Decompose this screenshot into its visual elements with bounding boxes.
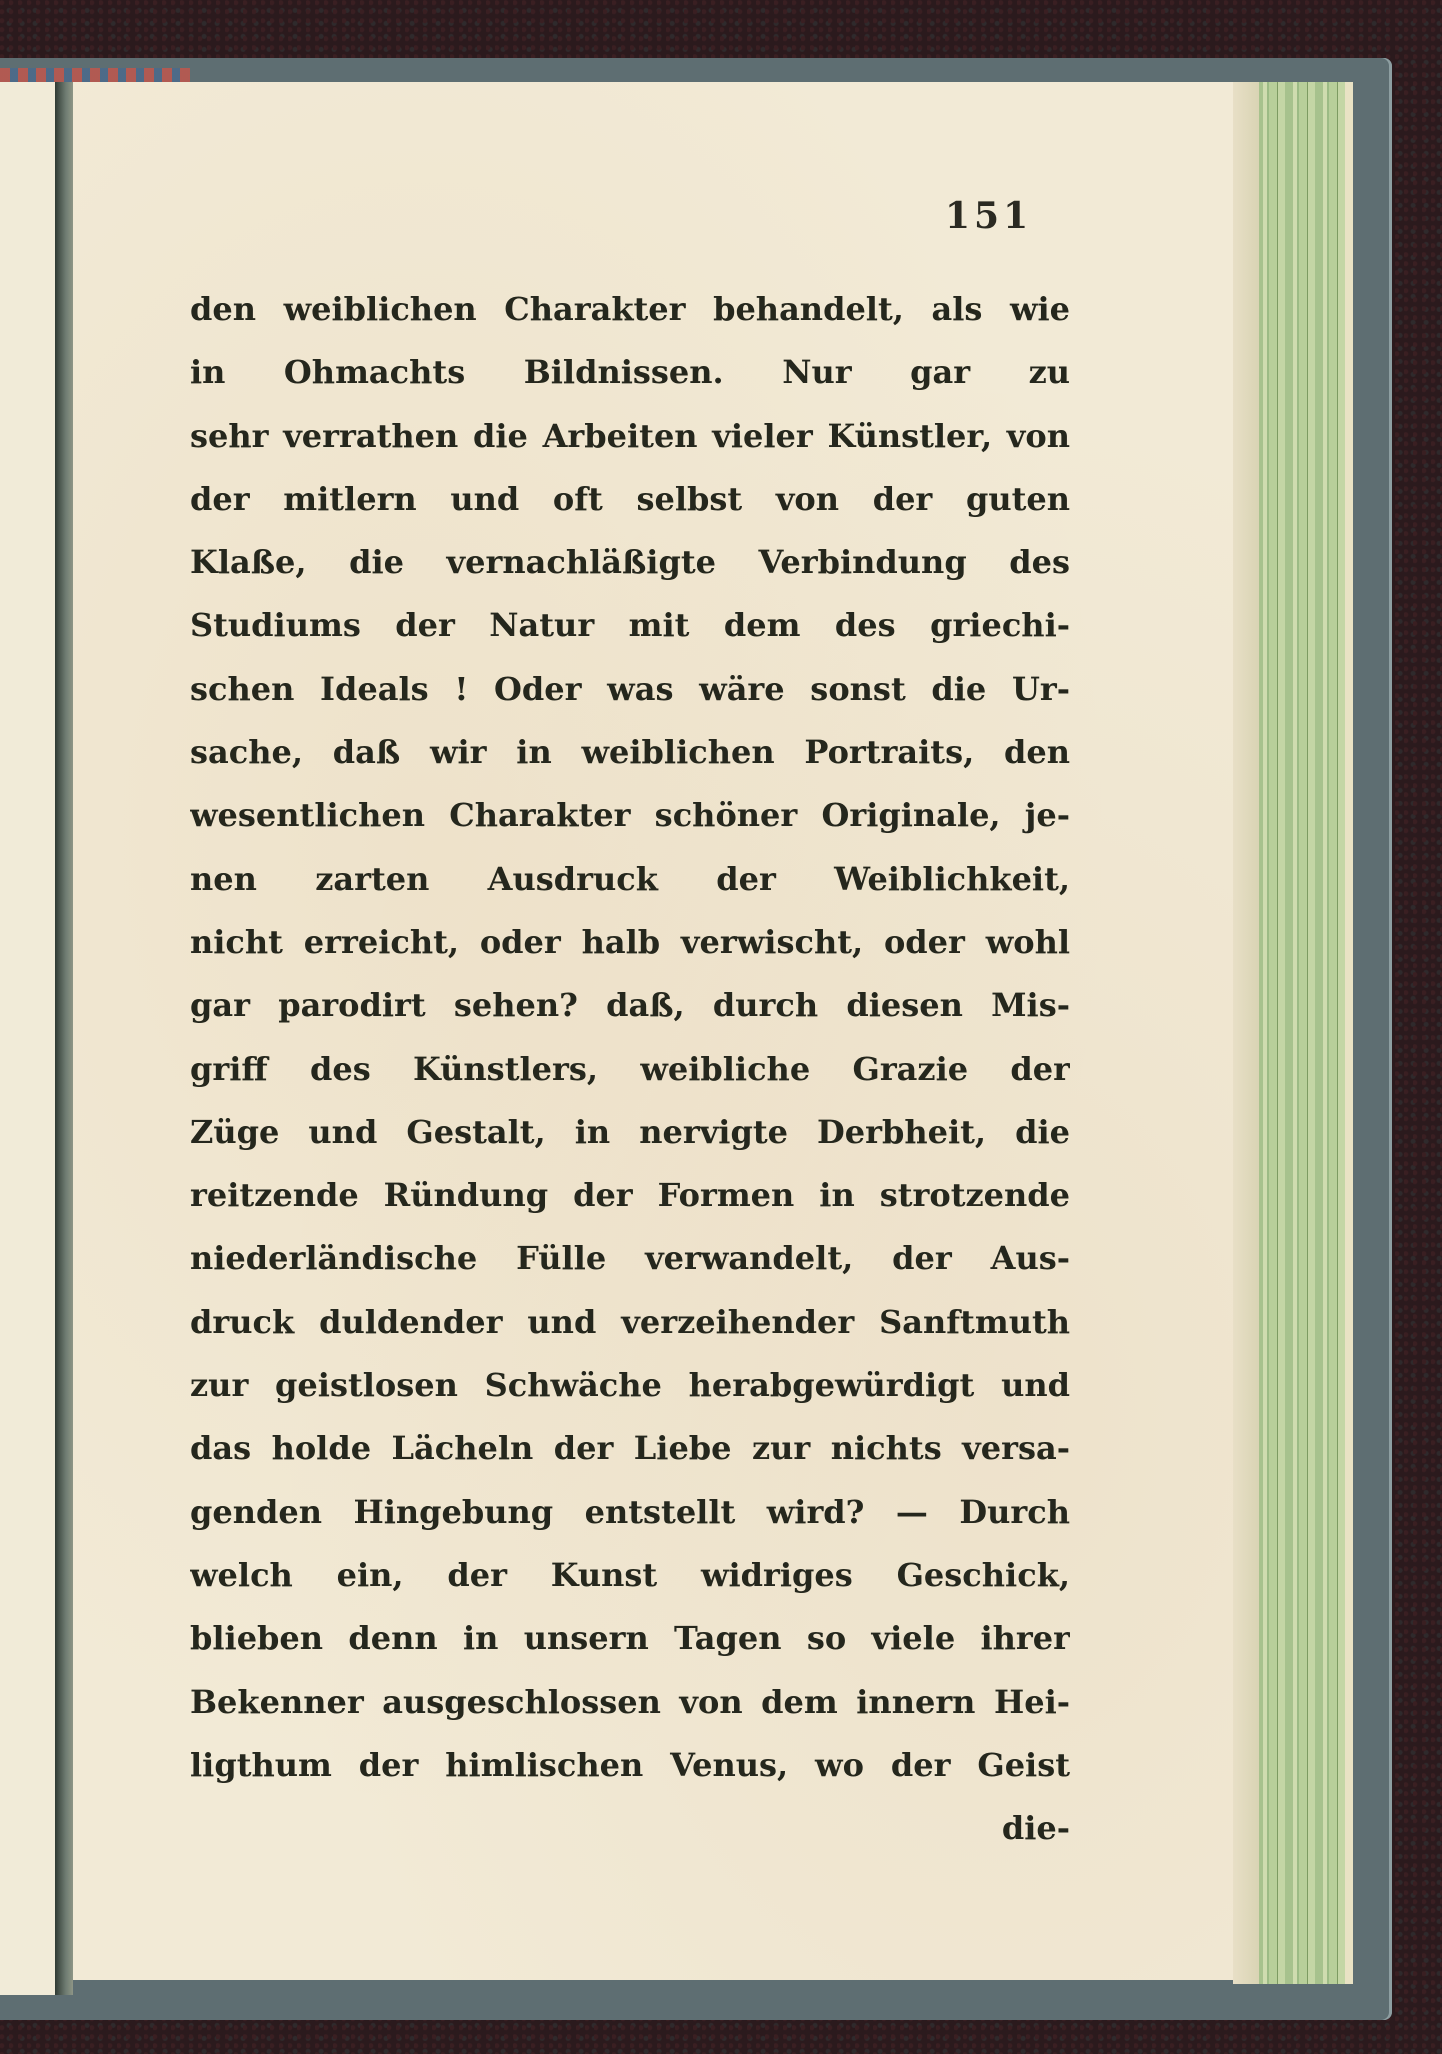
- body-text: [190, 278, 1070, 1860]
- text-line: der mitlern und oft selbst von der guten: [190, 479, 1070, 518]
- text-line: das holde Lächeln der Liebe zur nichts versa-: [190, 1429, 1070, 1468]
- text-line: den weiblichen Charakter behandelt, als wie: [190, 290, 1070, 328]
- text-line: sehr verrathen die Arbeiten vieler Künstler, von: [190, 416, 1070, 455]
- text-line: Bekenner ausgeschlossen von dem innern Hei-: [190, 1682, 1070, 1721]
- text-line: blieben denn in unsern Tagen so viele ihrer: [190, 1619, 1070, 1658]
- text-line: ligthum der himlischen Venus, wo der Geist: [190, 1745, 1070, 1784]
- text-line: niederländische Fülle verwandelt, der Aus-: [190, 1239, 1070, 1278]
- text-line: reitzende Ründung der Formen in strotzende: [190, 1176, 1070, 1215]
- text-line: Studiums der Natur mit dem des griechi-: [190, 606, 1070, 645]
- text-line: Klaße, die vernachläßigte Verbindung des: [190, 543, 1070, 582]
- text-line: in Ohmachts Bildnissen. Nur gar zu: [190, 353, 1070, 392]
- text-line: schen Ideals ! Oder was wäre sonst die Ur-: [190, 669, 1070, 708]
- text-line: zur geistlosen Schwäche herabgewürdigt und: [190, 1366, 1070, 1405]
- previous-page-edge: [0, 82, 55, 1995]
- text-line: welch ein, der Kunst widriges Geschick,: [190, 1555, 1070, 1594]
- catchword: die-: [1001, 1809, 1070, 1848]
- page-number: 151: [945, 195, 1033, 237]
- text-line: sache, daß wir in weiblichen Portraits, den: [190, 733, 1070, 772]
- text-line: gar parodirt sehen? daß, durch diesen Mis-: [190, 986, 1070, 1025]
- text-line: genden Hingebung entstellt wird? — Durch: [190, 1492, 1070, 1531]
- text-line: Züge und Gestalt, in nervigte Derbheit, die: [190, 1112, 1070, 1151]
- text-line: wesentlichen Charakter schöner Originale, je-: [190, 796, 1070, 835]
- text-line: griff des Künstlers, weibliche Grazie der: [190, 1049, 1070, 1088]
- text-line: nicht erreicht, oder halb verwischt, oder wohl: [190, 922, 1070, 961]
- page-edges-stack: [1233, 82, 1353, 1984]
- binding-gutter: [55, 82, 73, 1995]
- text-line: nen zarten Ausdruck der Weiblichkeit,: [190, 859, 1070, 898]
- text-line: druck duldender und verzeihender Sanftmuth: [190, 1302, 1070, 1341]
